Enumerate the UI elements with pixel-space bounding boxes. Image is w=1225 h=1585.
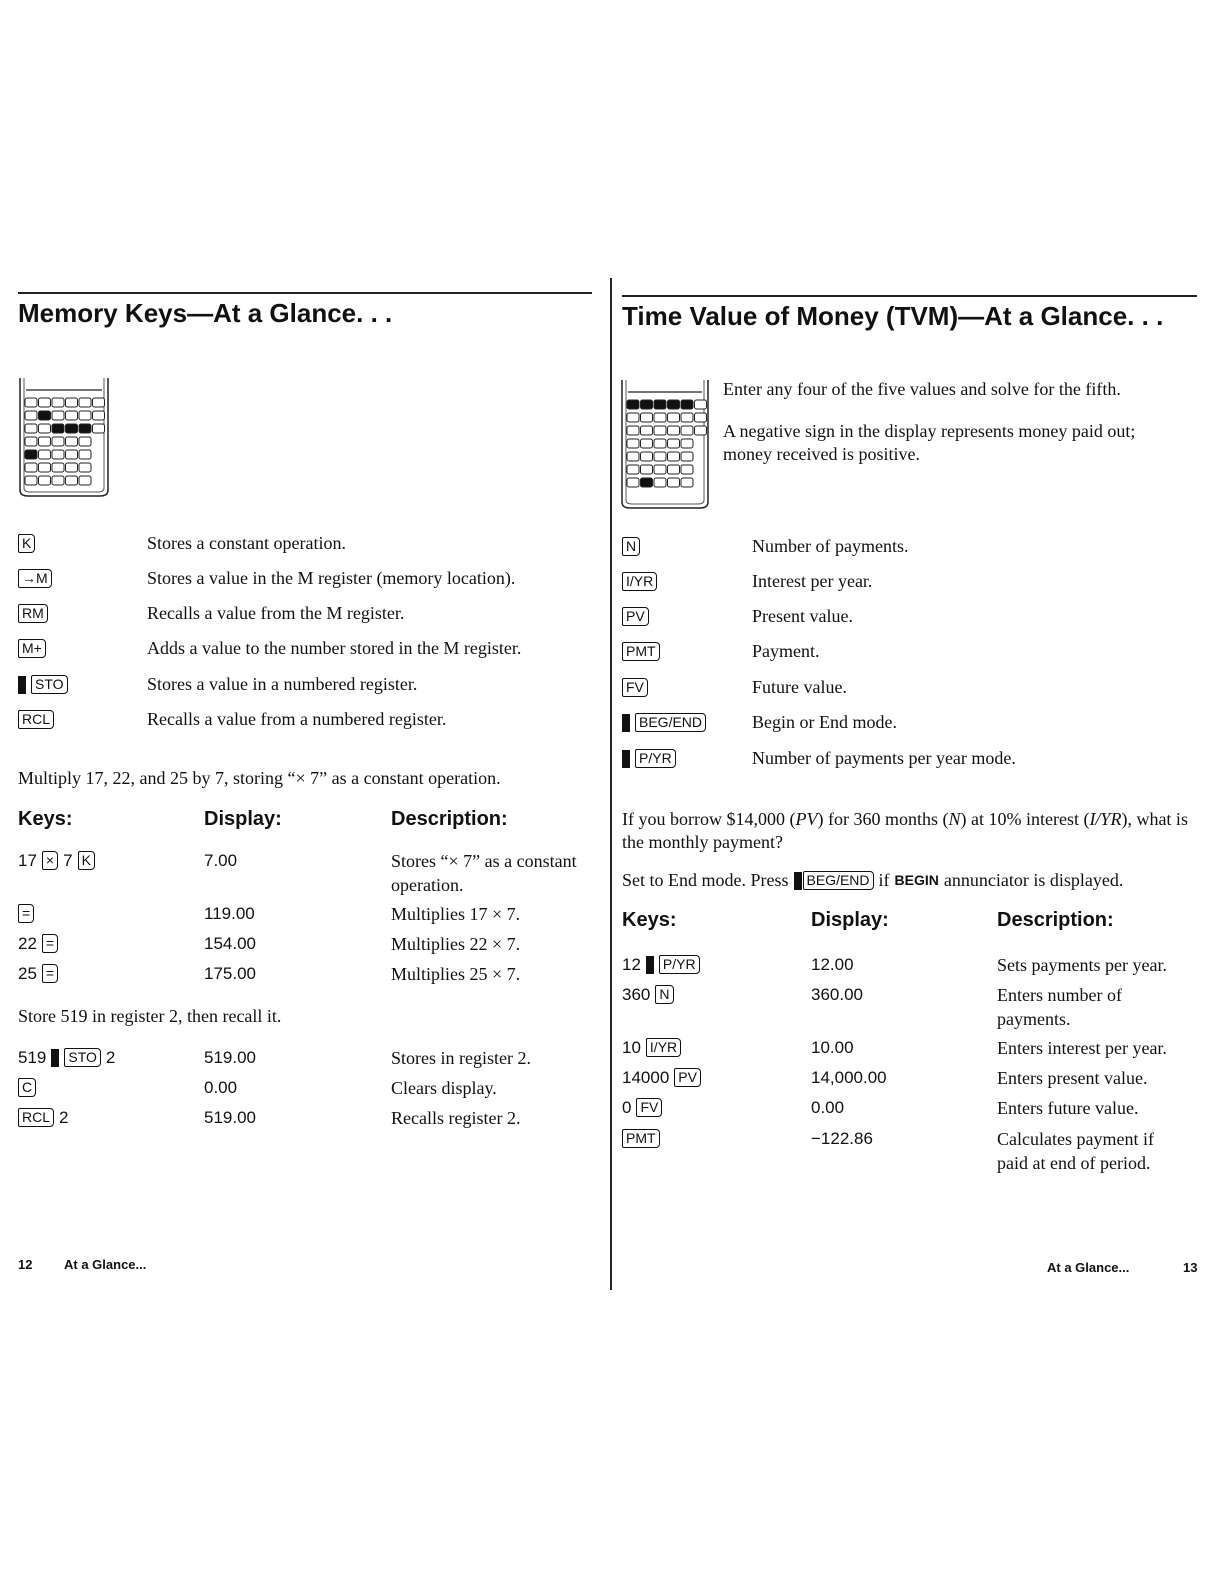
key-entry-text: 12 xyxy=(622,954,641,974)
key-entry-text: 14000 xyxy=(622,1067,670,1087)
key-cap: STO xyxy=(64,1048,101,1067)
problem-pv: PV xyxy=(795,809,818,829)
left-page-title: Memory Keys—At a Glance. . . xyxy=(18,298,393,328)
table-row-keys xyxy=(18,1106,68,1129)
table-row-description: Multiplies 25 × 7. xyxy=(391,964,521,984)
left-title-rule xyxy=(18,292,592,294)
table-row-display: 7.00 xyxy=(204,851,238,870)
header-description: Description: xyxy=(997,909,1114,931)
table-row-description: Multiplies 17 × 7. xyxy=(391,904,521,924)
problem-n: N xyxy=(948,809,961,829)
table-row-display: 175.00 xyxy=(204,964,256,983)
set-mode-text: annunciator is displayed. xyxy=(943,870,1124,890)
header-keys: Keys: xyxy=(622,909,677,931)
key-cap: = xyxy=(42,934,58,953)
key-cap: = xyxy=(42,964,58,983)
begin-annunciator: BEGIN xyxy=(894,872,939,888)
table-row-description: Multiplies 22 × 7. xyxy=(391,934,521,954)
calculator-memory-keys-icon xyxy=(18,378,110,498)
key-cap: N xyxy=(655,985,673,1004)
problem-text: ) for 360 months ( xyxy=(817,809,949,829)
right-title-rule xyxy=(622,295,1197,297)
key-list-keys xyxy=(18,673,68,696)
key-entry-text: 2 xyxy=(105,1047,116,1067)
key-cap: →M xyxy=(18,569,52,588)
right-page-title: Time Value of Money (TVM)—At a Glance. . . xyxy=(622,301,1164,331)
header-description: Description: xyxy=(391,808,508,830)
key-list-description: Interest per year. xyxy=(752,571,873,591)
tvm-intro-1: Enter any four of the five values and solve for the fifth. xyxy=(723,379,1121,399)
table-row-keys xyxy=(622,953,700,976)
key-cap: RCL xyxy=(18,710,54,729)
key-list-description: Stores a value in a numbered register. xyxy=(147,674,418,694)
table-row-display: 119.00 xyxy=(204,904,255,923)
problem-text: ), what is the monthly payment? xyxy=(622,809,1188,852)
key-entry-text: 2 xyxy=(59,1107,69,1127)
key-list-description: Begin or End mode. xyxy=(752,712,897,732)
table-row-display: 519.00 xyxy=(204,1048,256,1067)
key-cap: P/YR xyxy=(659,955,700,974)
problem-text: ) at 10% interest ( xyxy=(960,809,1090,829)
tvm-problem xyxy=(622,808,1192,854)
key-list-description: Present value. xyxy=(752,606,853,626)
key-cap: FV xyxy=(622,678,648,697)
table-row-display: 0.00 xyxy=(204,1078,238,1097)
right-page-number: 13 xyxy=(1183,1260,1198,1275)
key-cap: I/YR xyxy=(646,1038,681,1057)
key-list-description: Recalls a value from the M register. xyxy=(147,603,405,623)
header-display: Display: xyxy=(204,808,282,830)
key-cap: = xyxy=(18,904,34,923)
calculator-tvm-keys-icon xyxy=(620,380,710,510)
key-cap: STO xyxy=(31,675,68,694)
shift-key-icon xyxy=(622,714,630,732)
shift-key-icon xyxy=(646,956,654,974)
key-entry-text: 25 xyxy=(18,963,37,983)
problem-text: If you borrow $14,000 ( xyxy=(622,809,796,829)
table-row-description: Stores in register 2. xyxy=(391,1048,531,1068)
problem-iyr: I/YR xyxy=(1089,809,1122,829)
table-row-description: Enters present value. xyxy=(997,1068,1148,1088)
key-list-keys xyxy=(18,532,35,555)
key-list-description: Stores a constant operation. xyxy=(147,533,346,553)
table-row-display: 14,000.00 xyxy=(811,1068,887,1087)
key-list-keys xyxy=(622,640,660,663)
key-cap: P/YR xyxy=(635,749,676,768)
set-mode-instruction xyxy=(622,869,1123,892)
table-row-keys xyxy=(622,983,674,1006)
key-list-description: Adds a value to the number stored in the M register. xyxy=(147,638,522,658)
key-entry-text: 10 xyxy=(622,1037,641,1057)
key-cap: I/YR xyxy=(622,572,657,591)
key-cap: RM xyxy=(18,604,48,623)
table-row-display: 154.00 xyxy=(204,934,256,953)
table-row-keys xyxy=(622,1036,681,1059)
key-entry-text: 7 xyxy=(63,850,73,870)
table-row-description: Stores “× 7” as a constant operation. xyxy=(391,851,577,895)
table-row-keys xyxy=(622,1127,660,1150)
shift-key-icon xyxy=(18,676,26,694)
table-row-keys xyxy=(18,1076,36,1099)
key-cap: RCL xyxy=(18,1108,54,1127)
key-cap: N xyxy=(622,537,640,556)
table-row-keys xyxy=(18,902,34,925)
table-row-display: 10.00 xyxy=(811,1038,854,1057)
table-row-display: 0.00 xyxy=(811,1098,845,1117)
key-list-keys xyxy=(622,711,706,734)
key-cap: FV xyxy=(636,1098,662,1117)
table-row-keys xyxy=(18,932,58,955)
key-cap: M+ xyxy=(18,639,46,658)
example1-intro: Multiply 17, 22, and 25 by 7, storing “× 7” as a constant operation. xyxy=(18,768,501,788)
table-row-description: Clears display. xyxy=(391,1078,497,1098)
key-list-keys xyxy=(622,605,649,628)
key-entry-text: 360 xyxy=(622,984,651,1004)
key-entry-text: 0 xyxy=(622,1097,632,1117)
key-beg-end: BEG/END xyxy=(803,871,874,890)
table-row-description: Calculates payment if paid at end of period. xyxy=(997,1129,1154,1173)
table-row-description: Sets payments per year. xyxy=(997,955,1167,975)
table-row-keys xyxy=(18,849,95,872)
key-list-keys xyxy=(18,708,54,731)
shift-key-icon xyxy=(622,750,630,768)
key-cap: PMT xyxy=(622,1129,660,1148)
table-row-description: Enters number of payments. xyxy=(997,985,1122,1029)
set-mode-text: if xyxy=(878,870,890,890)
table-row-display: 360.00 xyxy=(811,985,863,1004)
key-cap: PV xyxy=(622,607,649,626)
table-row-description: Enters interest per year. xyxy=(997,1038,1167,1058)
key-entry-text: 22 xyxy=(18,933,37,953)
header-display: Display: xyxy=(811,909,889,931)
table-row-display: −122.86 xyxy=(811,1129,873,1148)
key-cap: × xyxy=(42,851,58,870)
key-cap: PMT xyxy=(622,642,660,661)
key-list-keys xyxy=(18,567,52,590)
shift-key-icon xyxy=(51,1049,59,1067)
example2-intro: Store 519 in register 2, then recall it. xyxy=(18,1006,282,1026)
key-list-keys xyxy=(622,535,640,558)
key-cap: BEG/END xyxy=(635,713,706,732)
table-row-display: 12.00 xyxy=(811,955,854,974)
key-list-keys xyxy=(18,637,46,660)
table-row-keys xyxy=(622,1096,662,1119)
key-list-keys xyxy=(18,602,48,625)
left-footer-label: At a Glance... xyxy=(64,1257,147,1272)
table-row-keys xyxy=(18,1046,115,1069)
key-list-description: Number of payments per year mode. xyxy=(752,748,1016,768)
key-list-description: Recalls a value from a numbered register. xyxy=(147,709,447,729)
left-page-number: 12 xyxy=(18,1257,33,1272)
set-mode-text: Set to End mode. Press xyxy=(622,870,789,890)
key-entry-text: 17 xyxy=(18,850,37,870)
table-row-display: 519.00 xyxy=(204,1108,256,1127)
key-cap: C xyxy=(18,1078,36,1097)
table-row-keys xyxy=(622,1066,701,1089)
key-list-description: Payment. xyxy=(752,641,820,661)
tvm-intro-2: A negative sign in the display represents money paid out; money received is positive. xyxy=(723,421,1136,464)
key-list-keys xyxy=(622,570,657,593)
key-list-keys xyxy=(622,747,676,770)
right-footer-label: At a Glance... xyxy=(1047,1260,1130,1275)
table-row-description: Recalls register 2. xyxy=(391,1108,521,1128)
key-cap: PV xyxy=(674,1068,701,1087)
page-divider xyxy=(610,278,612,1290)
key-list-description: Stores a value in the M register (memory location). xyxy=(147,568,516,588)
key-list-keys xyxy=(622,676,648,699)
key-entry-text: 519 xyxy=(18,1047,47,1067)
header-keys: Keys: xyxy=(18,808,73,830)
key-cap: K xyxy=(78,851,95,870)
key-cap: K xyxy=(18,534,35,553)
key-list-description: Number of payments. xyxy=(752,536,909,556)
table-row-keys xyxy=(18,962,58,985)
shift-key-icon xyxy=(794,872,802,890)
key-list-description: Future value. xyxy=(752,677,847,697)
table-row-description: Enters future value. xyxy=(997,1098,1139,1118)
